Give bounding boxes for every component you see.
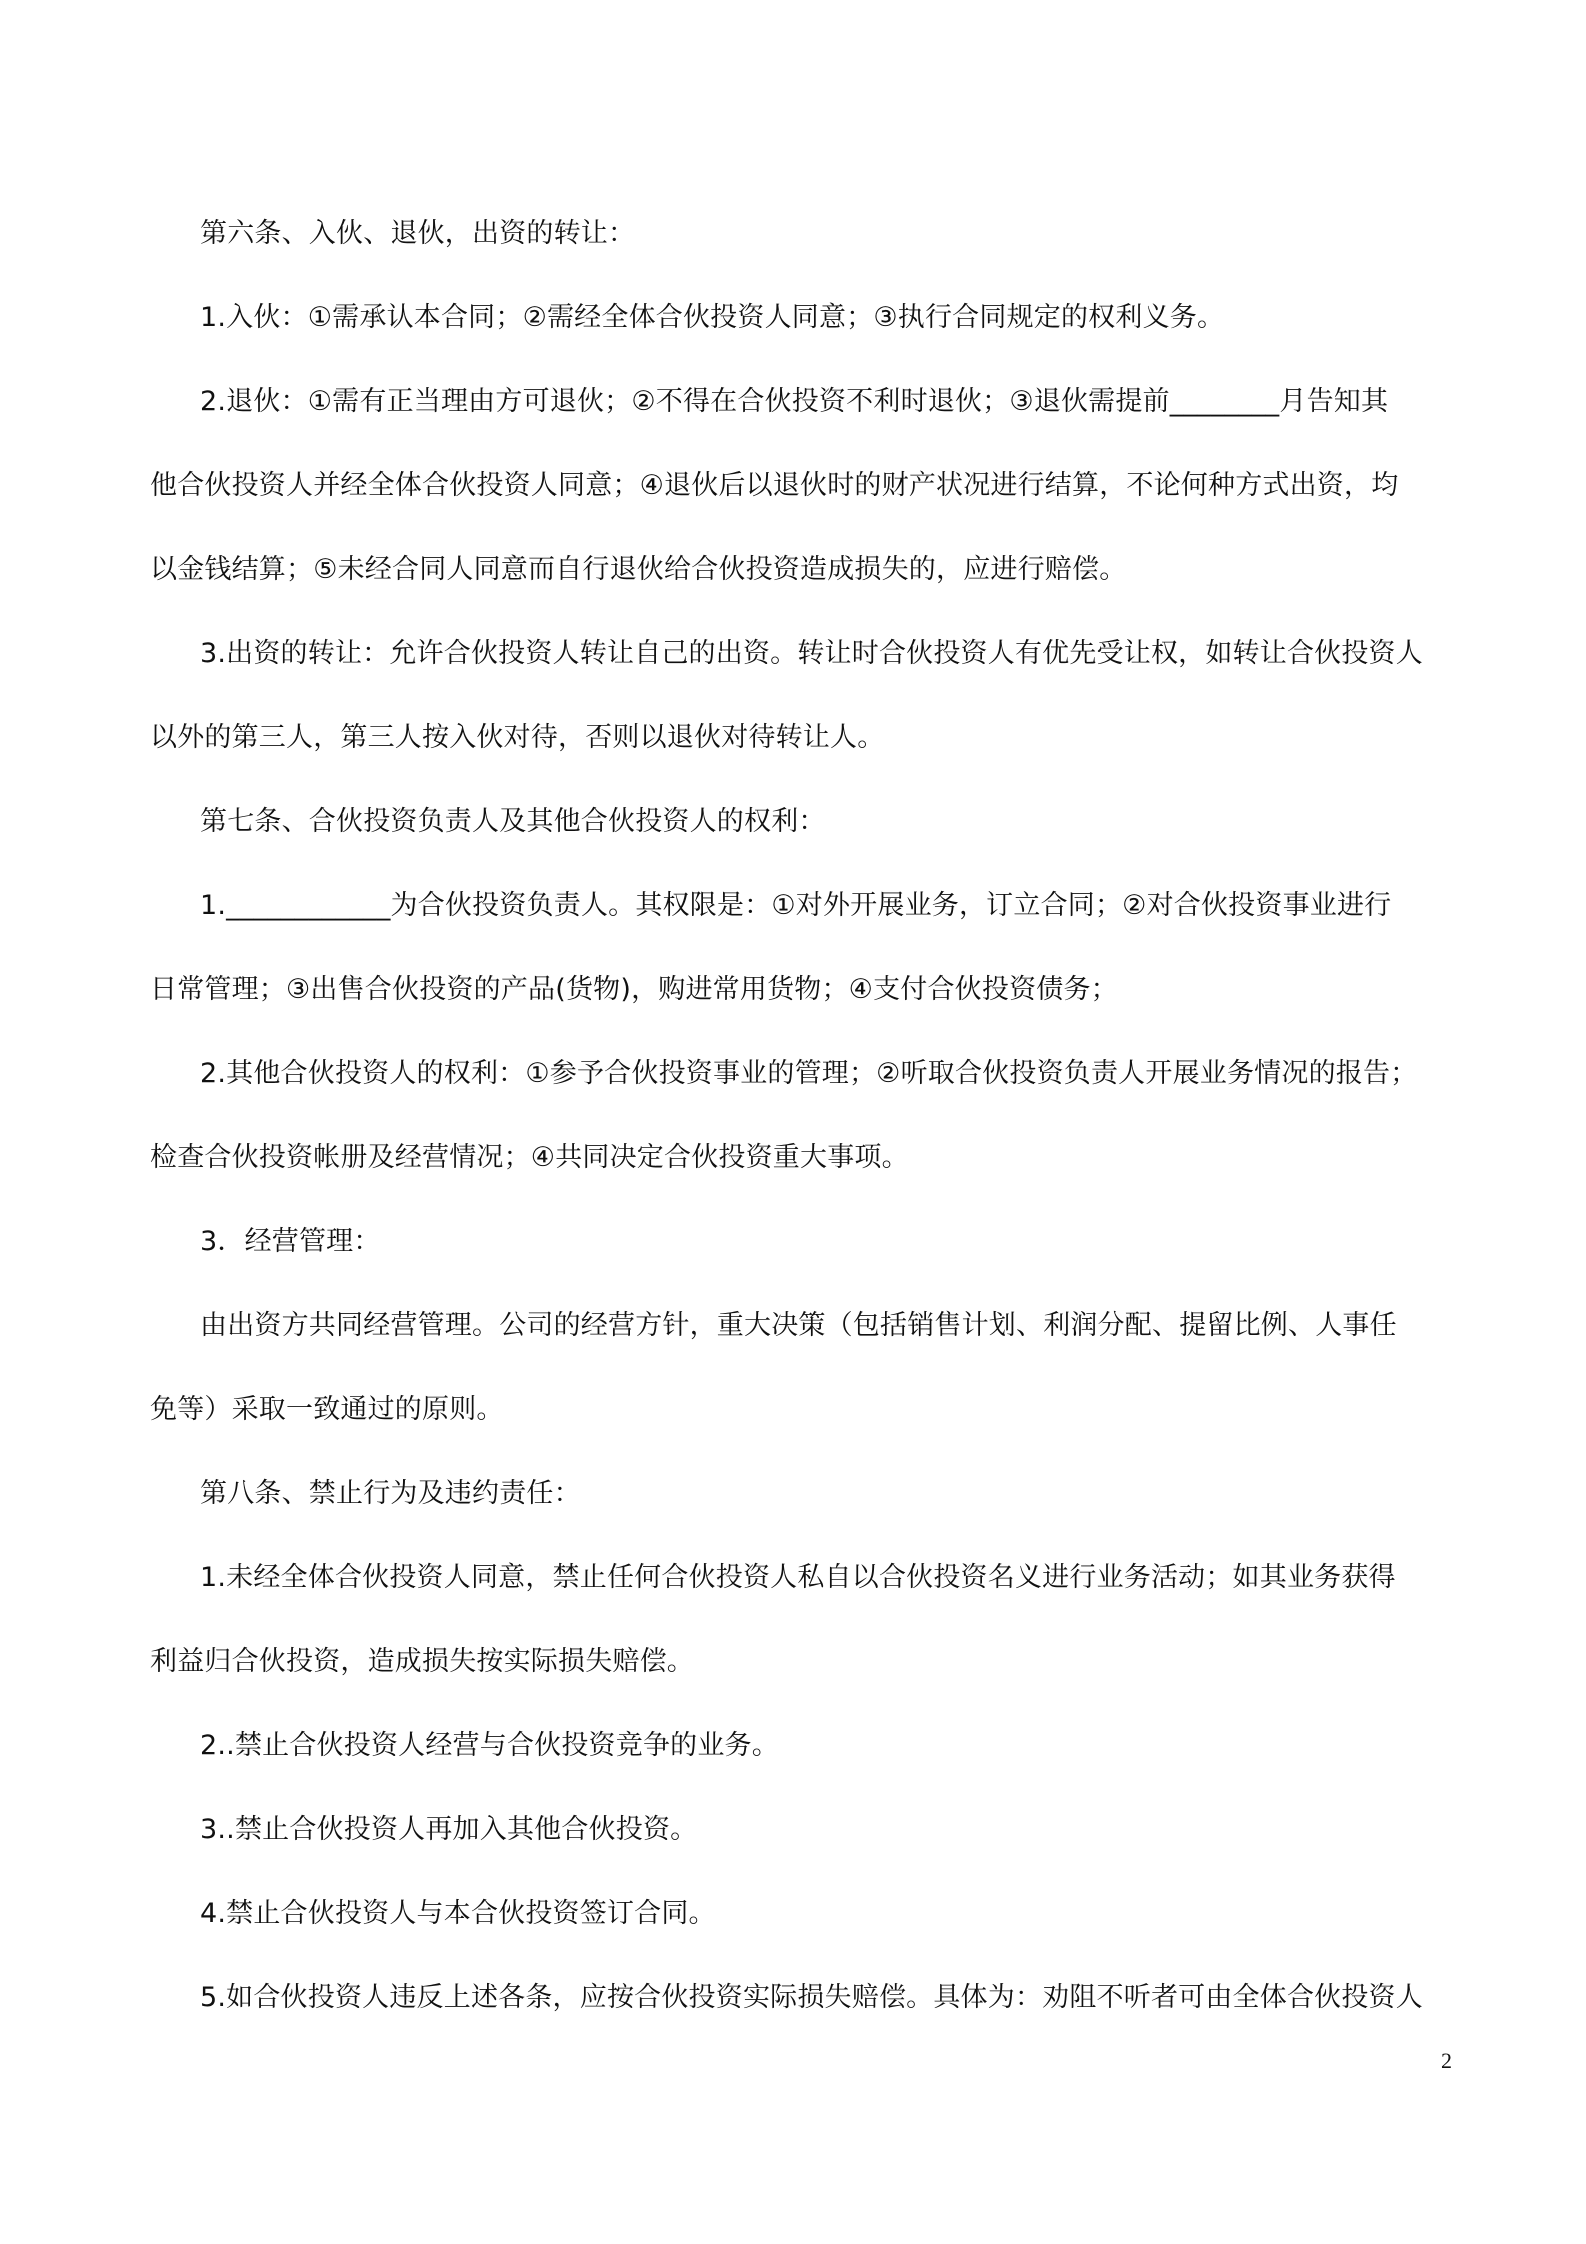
page-number: 2 bbox=[1441, 2048, 1452, 2073]
text-line: 由出资方共同经营管理。公司的经营方针，重大决策（包括销售计划、利润分配、提留比例、人事任 bbox=[200, 1310, 1397, 1341]
text-line: 1.未经全体合伙投资人同意，禁止任何合伙投资人私自以合伙投资名义进行业务活动；如其业务获得 bbox=[200, 1562, 1396, 1593]
document-body bbox=[150, 192, 1450, 2040]
text-line: 1.入伙：①需承认本合同；②需经全体合伙投资人同意；③执行合同规定的权利义务。 bbox=[200, 302, 1225, 333]
text-line: 2.其他合伙投资人的权利：①参予合伙投资事业的管理；②听取合伙投资负责人开展业务情况的报告； bbox=[200, 1058, 1418, 1089]
text-line: 4.禁止合伙投资人与本合伙投资签订合同。 bbox=[200, 1898, 716, 1929]
text-line: 3.出资的转让：允许合伙投资人转让自己的出资。转让时合伙投资人有优先受让权，如转让合伙投资人 bbox=[200, 638, 1423, 669]
text-line: 检查合伙投资帐册及经营情况；④共同决定合伙投资重大事项。 bbox=[150, 1142, 909, 1173]
text-line: 日常管理；③出售合伙投资的产品(货物)，购进常用货物；④支付合伙投资债务； bbox=[150, 974, 1118, 1005]
text-line: 第七条、合伙投资负责人及其他合伙投资人的权利： bbox=[200, 806, 826, 837]
text-line: 1.____________为合伙投资负责人。其权限是：①对外开展业务，订立合同；②对合伙投资事业进行 bbox=[200, 890, 1392, 921]
text-line: 第六条、入伙、退伙，出资的转让： bbox=[200, 218, 636, 249]
text-line: 2..禁止合伙投资人经营与合伙投资竞争的业务。 bbox=[200, 1730, 779, 1761]
text-line: 以金钱结算；⑤未经合同人同意而自行退伙给合伙投资造成损失的，应进行赔偿。 bbox=[150, 554, 1127, 585]
text-line: 2.退伙：①需有正当理由方可退伙；②不得在合伙投资不利时退伙；③退伙需提前________月告知其 bbox=[200, 386, 1389, 417]
text-line: 3..禁止合伙投资人再加入其他合伙投资。 bbox=[200, 1814, 698, 1845]
text-line: 第八条、禁止行为及违约责任： bbox=[200, 1478, 581, 1509]
text-line: 以外的第三人，第三人按入伙对待，否则以退伙对待转让人。 bbox=[150, 722, 885, 753]
text-line: 利益归合伙投资，造成损失按实际损失赔偿。 bbox=[150, 1646, 694, 1677]
text-line: 3．经营管理： bbox=[200, 1226, 381, 1257]
text-line: 免等）采取一致通过的原则。 bbox=[150, 1394, 504, 1425]
text-line: 5.如合伙投资人违反上述各条，应按合伙投资实际损失赔偿。具体为：劝阻不听者可由全体合伙投资人 bbox=[200, 1982, 1423, 2013]
text-line: 他合伙投资人并经全体合伙投资人同意；④退伙后以退伙时的财产状况进行结算，不论何种方式出资，均 bbox=[150, 470, 1399, 501]
